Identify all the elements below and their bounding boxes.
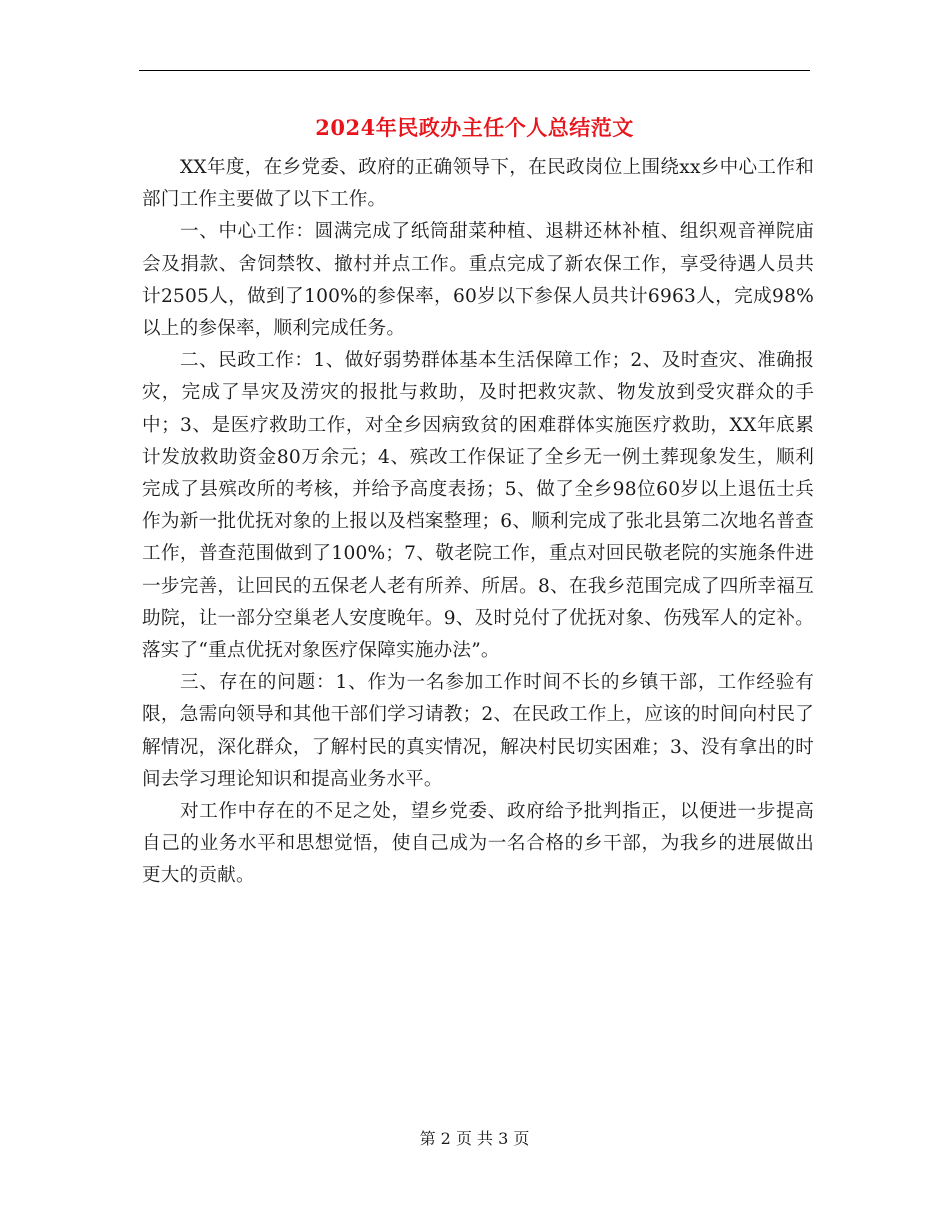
paragraph-intro: XX年度，在乡党委、政府的正确领导下，在民政岗位上围绕xx乡中心工作和部门工作主要做了以下工作。 (142, 157, 814, 211)
paragraph-closing: 对工作中存在的不足之处，望乡党委、政府给予批判指正，以便进一步提高自己的业务水平和思想觉悟，使自己成为一名合格的乡干部，为我乡的进展做出更大的贡献。 (142, 801, 814, 887)
paragraph-center-work: 一、中心工作：圆满完成了纸筒甜菜种植、退耕还林补植、组织观音禅院庙会及捐款、舍饲禁牧、撤村并点工作。重点完成了新农保工作，享受待遇人员共计2505人，做到了100%的参保率，60岁以下参保人员共计6963人，完成98%以上的参保率，顺利完成任务。 (142, 221, 814, 340)
document-body (142, 152, 814, 893)
paragraph-civil-affairs: 二、民政工作：1、做好弱势群体基本生活保障工作；2、及时查灾、准确报灾，完成了旱灾及涝灾的报批与救助，及时把救灾款、物发放到受灾群众的手中；3、是医疗救助工作，对全乡因病致贫的困难群体实施医疗救助，XX年底累计发放救助资金80万余元；4、殡改工作保证了全乡无一例土葬现象发生，顺利完成了县殡改所的考核，并给予高度表扬；5、做了全乡98位60岁以上退伍士兵作为新一批优抚对象的上报以及档案整理；6、顺利完成了张北县第二次地名普查工作，普查范围做到了100%；7、敬老院工作，重点对回民敬老院的实施条件进一步完善，让回民的五保老人老有所养、所居。8、在我乡范围完成了四所幸福互助院，让一部分空巢老人安度晚年。9、及时兑付了优抚对象、伤残军人的定补。落实了“重点优抚对象医疗保障实施办法”。 (142, 350, 814, 662)
header-rule (139, 70, 810, 71)
page-number: 第 2 页 共 3 页 (419, 1129, 530, 1148)
paragraph-problems: 三、存在的问题：1、作为一名参加工作时间不长的乡镇干部，工作经验有限，急需向领导和其他干部们学习请教；2、在民政工作上，应该的时间向村民了解情况，深化群众，了解村民的真实情况，解决村民切实困难；3、没有拿出的时间去学习理论知识和提高业务水平。 (142, 672, 814, 790)
document-title: 2024年民政办主任个人总结范文 (315, 115, 634, 140)
